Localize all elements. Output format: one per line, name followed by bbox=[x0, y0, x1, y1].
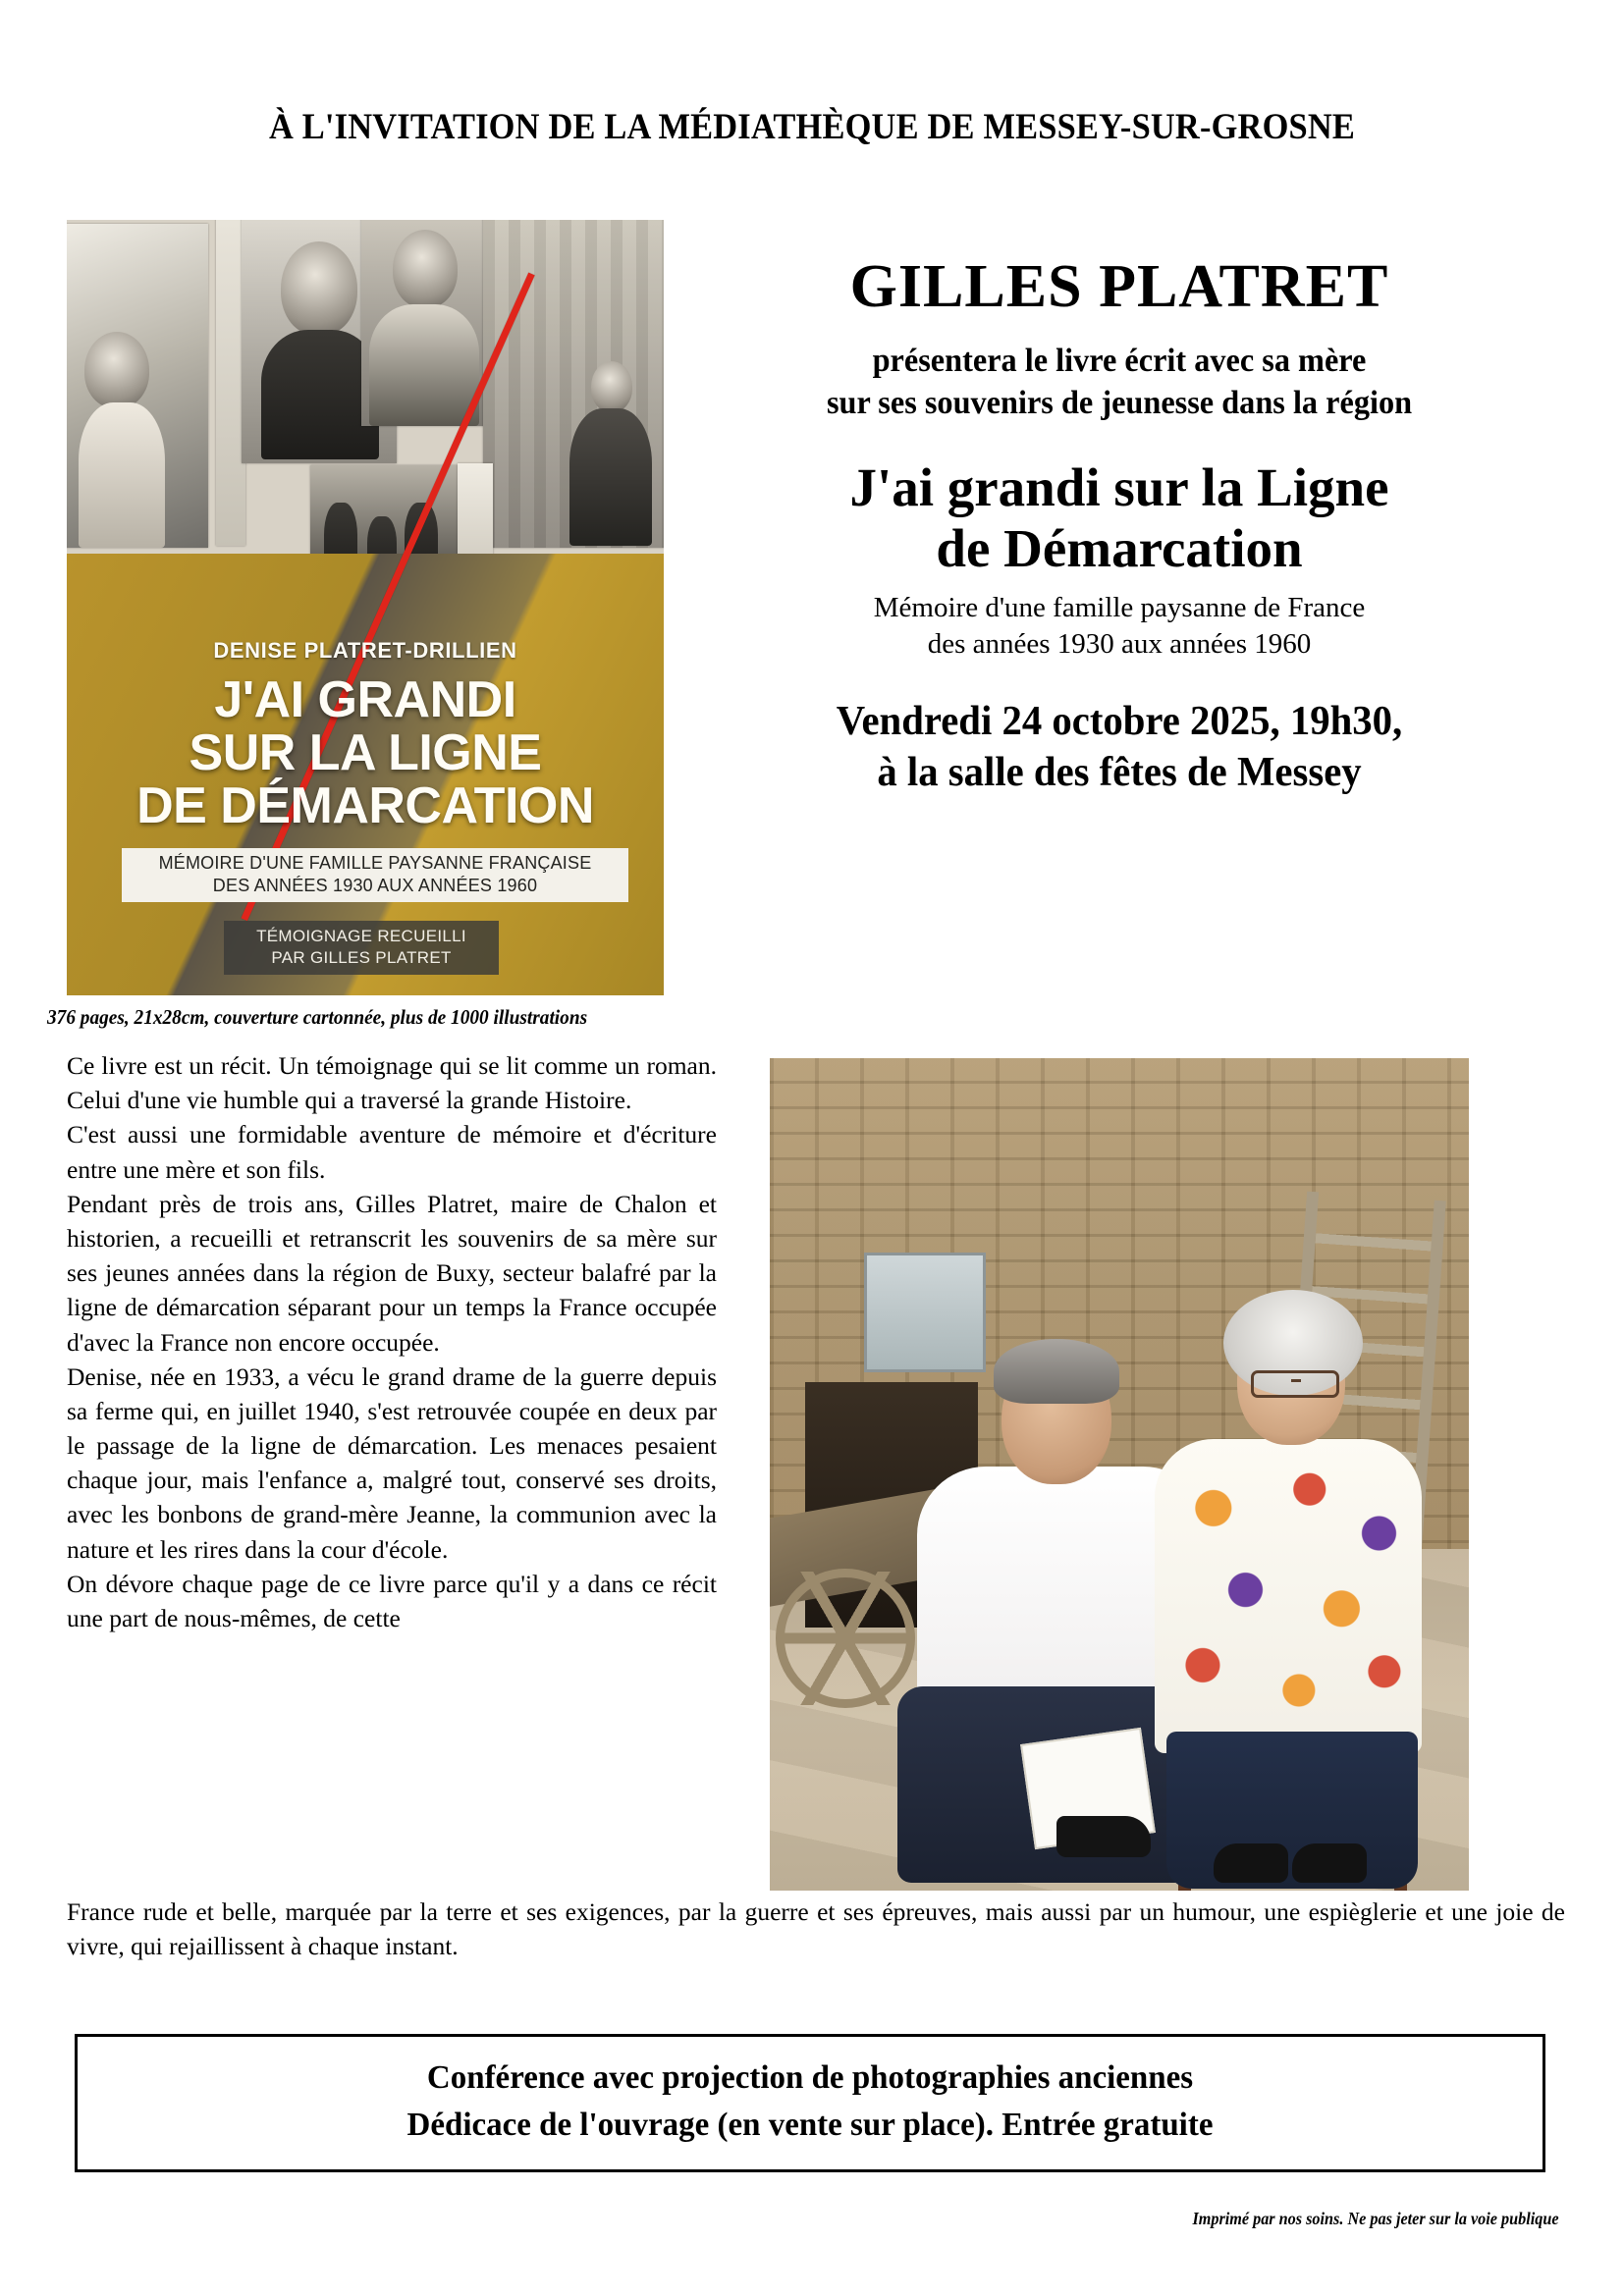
vintage-photo-girl bbox=[67, 224, 208, 548]
event-datetime bbox=[700, 697, 1539, 797]
cover-title-line2: SUR LA LIGNE bbox=[189, 724, 542, 782]
event-venue-line: à la salle des fêtes de Messey bbox=[877, 749, 1362, 795]
presents-text bbox=[709, 341, 1530, 424]
description-paragraph: Ce livre est un récit. Un témoignage qui se lit comme un roman. Celui d'une vie humble qui a traversé la grande Histoire. bbox=[67, 1051, 717, 1115]
cover-credit bbox=[224, 921, 499, 975]
cart-wheel bbox=[776, 1569, 915, 1708]
print-disclaimer: Imprimé par nos soins. Ne pas jeter sur la voie publique bbox=[1192, 2209, 1559, 2228]
man-hair bbox=[994, 1339, 1119, 1404]
presents-line2: sur ses souvenirs de jeunesse dans la région bbox=[826, 384, 1413, 421]
conference-info-line: Conférence avec projection de photographies anciennes bbox=[426, 2059, 1194, 2096]
cover-subtitle-line1: MÉMOIRE D'UNE FAMILLE PAYSANNE FRANÇAISE bbox=[158, 853, 592, 873]
barn-window bbox=[864, 1253, 986, 1372]
description-paragraph: C'est aussi une formidable aventure de mémoire et d'écriture entre une mère et son fils. bbox=[67, 1120, 717, 1184]
description-paragraph: Pendant près de trois ans, Gilles Platret, maire de Chalon et historien, a recueilli et retranscrit les souvenirs de sa mère sur ses jeunes années dans la région de Buxy, secteur balafré par la ligne de démarcation séparant pour un temps la France occupée d'avec la France non encore occupée. bbox=[67, 1189, 717, 1357]
vintage-photo-woman-house bbox=[483, 220, 664, 548]
cover-subtitle bbox=[122, 848, 628, 902]
book-subtitle-line1: Mémoire d'une famille paysanne de France bbox=[873, 592, 1366, 624]
description-continuation bbox=[67, 1895, 1565, 1963]
announcement-column bbox=[687, 255, 1551, 798]
description-paragraph: On dévore chaque page de ce livre parce qu'il y a dans ce récit une part de nous-mêmes, de cette bbox=[67, 1569, 717, 1632]
book-title-line2: de Démarcation bbox=[936, 517, 1303, 578]
book-subtitle-line2: des années 1930 aux années 1960 bbox=[927, 627, 1312, 660]
woman-floral-blouse bbox=[1155, 1439, 1422, 1753]
practical-info-box bbox=[75, 2034, 1545, 2172]
invitation-header: À L'INVITATION DE LA MÉDIATHÈQUE DE MESSEY-SUR-GROSNE bbox=[268, 107, 1356, 147]
book-cover-image bbox=[67, 220, 664, 995]
signing-info-line: Dédicace de l'ouvrage (en vente sur place). Entrée gratuite bbox=[406, 2107, 1214, 2144]
presents-line1: présentera le livre écrit avec sa mère bbox=[872, 343, 1367, 380]
author-and-son-photo bbox=[770, 1058, 1469, 1891]
book-title bbox=[687, 457, 1551, 578]
book-subtitle bbox=[687, 590, 1551, 662]
cover-credit-line1: TÉMOIGNAGE RECUEILLI bbox=[256, 927, 466, 945]
eyeglasses bbox=[1251, 1370, 1339, 1398]
description-continuation-text: France rude et belle, marquée par la terre et ses exigences, par la guerre et ses épreuves, mais aussi par un humour, une espièglerie et une joie de vivre, qui rejaillissent à chaque instant. bbox=[67, 1897, 1565, 1961]
cover-subtitle-line2: DES ANNÉES 1930 AUX ANNÉES 1960 bbox=[212, 876, 538, 896]
event-date-line: Vendredi 24 octobre 2025, 19h30, bbox=[836, 699, 1403, 745]
description-text bbox=[67, 1048, 717, 1635]
cover-credit-line2: PAR GILLES PLATRET bbox=[271, 948, 452, 968]
cover-title bbox=[67, 671, 664, 835]
book-cover-caption: 376 pages, 21x28cm, couverture cartonnée, plus de 1000 illustrations bbox=[47, 1005, 588, 1029]
woman-shoe-right bbox=[1292, 1843, 1367, 1883]
speaker-name: GILLES PLATRET bbox=[849, 253, 1389, 320]
book-cover-artwork bbox=[67, 220, 664, 995]
cover-title-line1: J'AI GRANDI bbox=[214, 671, 516, 728]
cover-title-line3: DE DÉMARCATION bbox=[136, 777, 594, 835]
cover-author-name: DENISE PLATRET-DRILLIEN bbox=[213, 638, 517, 663]
man-shoe bbox=[1056, 1816, 1151, 1857]
woman-shoe-left bbox=[1214, 1843, 1288, 1883]
description-paragraph: Denise, née en 1933, a vécu le grand drame de la guerre depuis sa ferme qui, en juillet 1940, s'est retrouvée coupée en deux par le passage de la ligne de démarcation. Les menaces pesaient chaque jour, mais l'enfance a, malgré tout, conservé ses droits, avec les bonbons de grand-mère Jeanne, la communion avec la nature et les rires dans la cour d'école. bbox=[67, 1362, 717, 1564]
vintage-photo-man-apron bbox=[361, 220, 489, 426]
book-title-line1: J'ai grandi sur la Ligne bbox=[849, 457, 1389, 518]
